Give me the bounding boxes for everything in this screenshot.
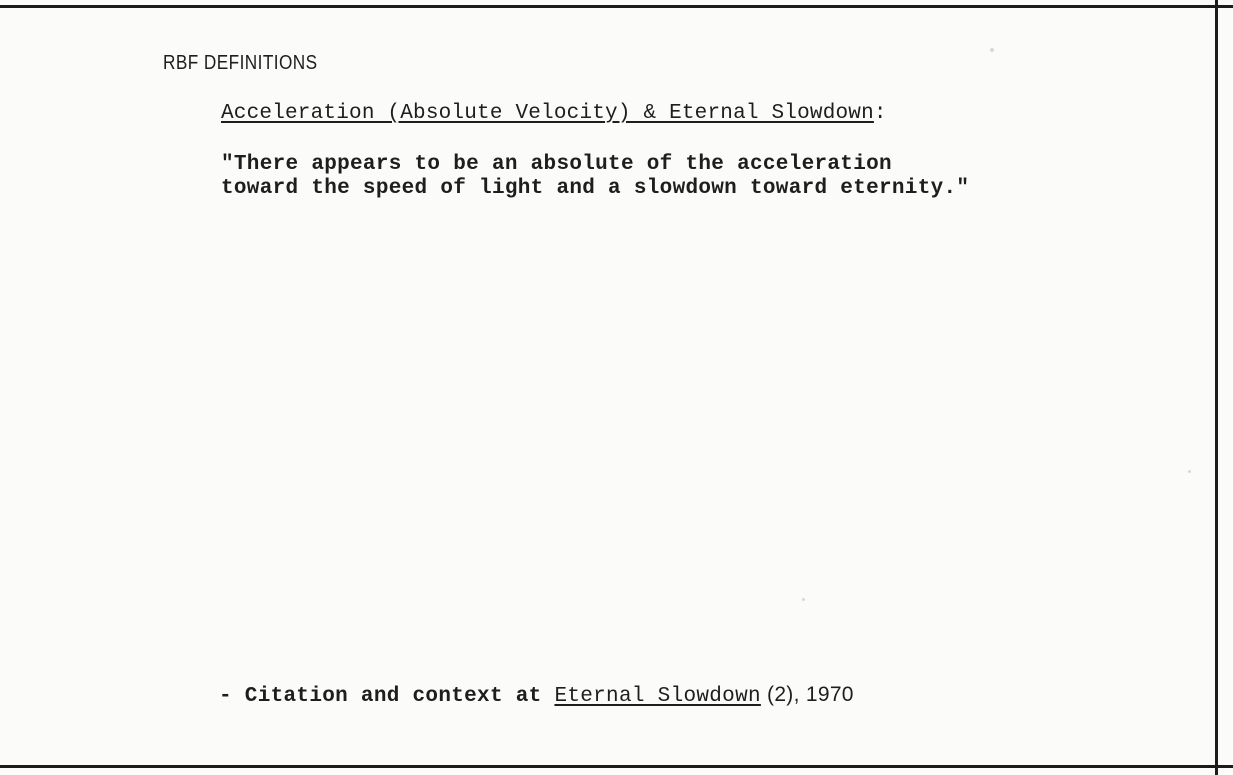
paper-speck — [802, 598, 805, 601]
citation-link[interactable]: Eternal Slowdown — [554, 685, 761, 708]
definition-quote — [221, 153, 969, 201]
card-top-border — [0, 5, 1233, 8]
paper-speck — [1188, 470, 1191, 473]
quote-line: toward the speed of light and a slowdown toward eternity." — [221, 177, 970, 200]
card-heading: RBF DEFINITIONS — [163, 52, 318, 74]
citation-line — [219, 683, 854, 708]
term-colon: : — [873, 102, 887, 125]
card-right-border — [1215, 0, 1218, 775]
citation-prefix: - Citation and context at — [219, 685, 555, 708]
quote-line: "There appears to be an absolute of the acceleration — [221, 153, 892, 176]
paper-speck — [990, 48, 994, 52]
citation-suffix: (2), 1970 — [760, 683, 854, 706]
card-bottom-border — [0, 765, 1233, 768]
term-title: Acceleration (Absolute Velocity) & Eternal Slowdown — [221, 102, 874, 125]
definition-term — [221, 102, 887, 125]
